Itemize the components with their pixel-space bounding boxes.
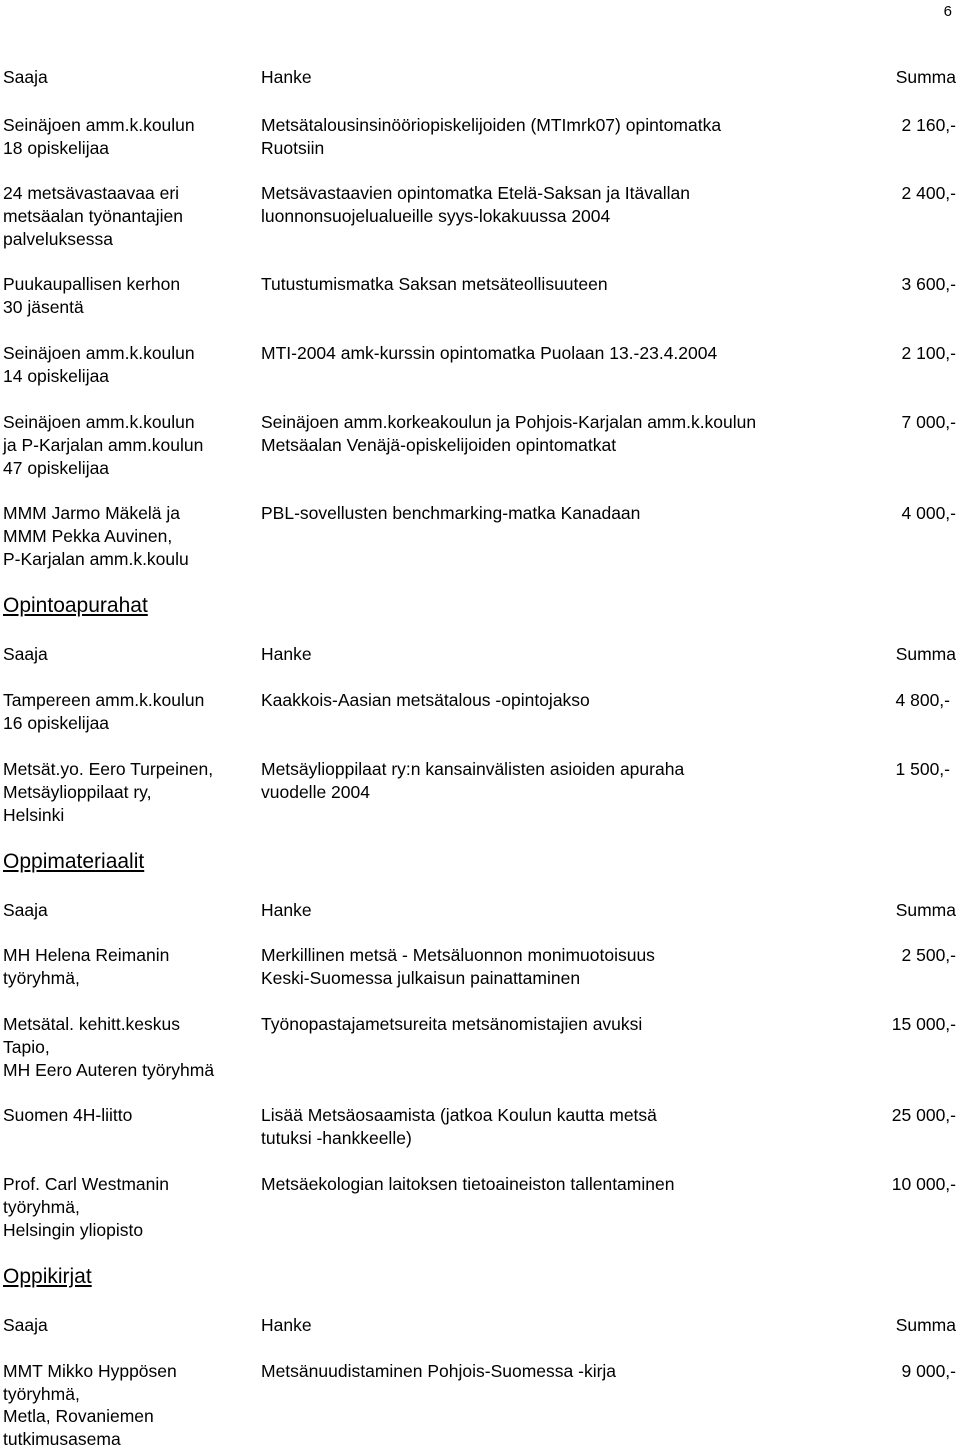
- row-saaja: Prof. Carl Westmanin työryhmä, Helsingin yliopisto: [3, 1174, 169, 1240]
- row-summa: 2 400,-: [901, 183, 956, 203]
- row-saaja: MMM Jarmo Mäkelä ja MMM Pekka Auvinen, P-Karjalan amm.k.koulu: [3, 503, 189, 569]
- column-header-saaja: Saaja: [3, 1315, 48, 1335]
- page-number: 6: [943, 3, 952, 20]
- row-summa: 2 500,-: [901, 945, 956, 965]
- row-hanke: Metsävastaavien opintomatka Etelä-Saksan ja Itävallan luonnonsuojelualueille syys-lokakuussa 2004: [261, 183, 690, 226]
- section-title: Opintoapurahat: [3, 594, 148, 617]
- row-summa: 3 600,-: [901, 274, 956, 294]
- column-header-summa: Summa: [895, 900, 956, 920]
- row-summa: 7 000,-: [901, 412, 956, 432]
- row-hanke: PBL-sovellusten benchmarking-matka Kanadaan: [261, 503, 641, 523]
- column-header-summa: Summa: [895, 1315, 956, 1335]
- row-hanke: MTI-2004 amk-kurssin opintomatka Puolaan 13.-23.4.2004: [261, 343, 718, 363]
- column-header-saaja: Saaja: [3, 67, 48, 87]
- column-header-hanke: Hanke: [261, 644, 312, 664]
- column-header-hanke: Hanke: [261, 900, 312, 920]
- row-hanke: Kaakkois-Aasian metsätalous -opintojakso: [261, 690, 590, 710]
- column-header-saaja: Saaja: [3, 644, 48, 664]
- row-saaja: Seinäjoen amm.k.koulun ja P-Karjalan amm.koulun 47 opiskelijaa: [3, 412, 204, 478]
- row-hanke: Merkillinen metsä - Metsäluonnon monimuotoisuus Keski-Suomessa julkaisun painattaminen: [261, 945, 655, 988]
- row-saaja: Tampereen amm.k.koulun 16 opiskelijaa: [3, 690, 205, 733]
- row-saaja: Seinäjoen amm.k.koulun 18 opiskelijaa: [3, 115, 195, 158]
- row-hanke: Metsätalousinsinööriopiskelijoiden (MTImrk07) opintomatka Ruotsiin: [261, 115, 722, 158]
- row-summa: 4 800,-: [895, 690, 950, 710]
- column-header-saaja: Saaja: [3, 900, 48, 920]
- row-summa: 10 000,-: [891, 1174, 956, 1194]
- row-hanke: Metsänuudistaminen Pohjois-Suomessa -kirja: [261, 1361, 617, 1381]
- row-hanke: Lisää Metsäosaamista (jatkoa Koulun kautta metsä tutuksi -hankkeelle): [261, 1105, 657, 1148]
- row-summa: 15 000,-: [891, 1014, 956, 1034]
- row-saaja: Seinäjoen amm.k.koulun 14 opiskelijaa: [3, 343, 195, 386]
- row-hanke: Seinäjoen amm.korkeakoulun ja Pohjois-Karjalan amm.k.koulun Metsäalan Venäjä-opiskelijoiden opintomatkat: [261, 412, 757, 455]
- row-hanke: Metsäekologian laitoksen tietoaineiston tallentaminen: [261, 1174, 675, 1194]
- row-summa: 2 160,-: [901, 115, 956, 135]
- row-saaja: Metsätal. kehitt.keskus Tapio, MH Eero Auteren työryhmä: [3, 1014, 215, 1080]
- column-header-hanke: Hanke: [261, 1315, 312, 1335]
- row-summa: 4 000,-: [901, 503, 956, 523]
- row-summa: 1 500,-: [895, 759, 950, 779]
- section-title: Oppimateriaalit: [3, 850, 145, 873]
- section-title: Oppikirjat: [3, 1265, 92, 1288]
- row-saaja: MMT Mikko Hyppösen työryhmä, Metla, Rovaniemen tutkimusasema: [3, 1361, 177, 1449]
- row-hanke: Työnopastajametsureita metsänomistajien avuksi: [261, 1014, 643, 1034]
- row-saaja: MH Helena Reimanin työryhmä,: [3, 945, 170, 988]
- row-saaja: 24 metsävastaavaa eri metsäalan työnantajien palveluksessa: [3, 183, 183, 249]
- row-summa: 2 100,-: [901, 343, 956, 363]
- column-header-hanke: Hanke: [261, 67, 312, 87]
- row-saaja: Puukaupallisen kerhon 30 jäsentä: [3, 274, 181, 317]
- row-saaja: Suomen 4H-liitto: [3, 1105, 133, 1125]
- row-saaja: Metsät.yo. Eero Turpeinen, Metsäylioppilaat ry, Helsinki: [3, 759, 214, 825]
- row-hanke: Tutustumismatka Saksan metsäteollisuuteen: [261, 274, 608, 294]
- column-header-summa: Summa: [895, 67, 956, 87]
- column-header-summa: Summa: [895, 644, 956, 664]
- row-summa: 25 000,-: [891, 1105, 956, 1125]
- row-summa: 9 000,-: [901, 1361, 956, 1381]
- row-hanke: Metsäylioppilaat ry:n kansainvälisten asioiden apuraha vuodelle 2004: [261, 759, 685, 802]
